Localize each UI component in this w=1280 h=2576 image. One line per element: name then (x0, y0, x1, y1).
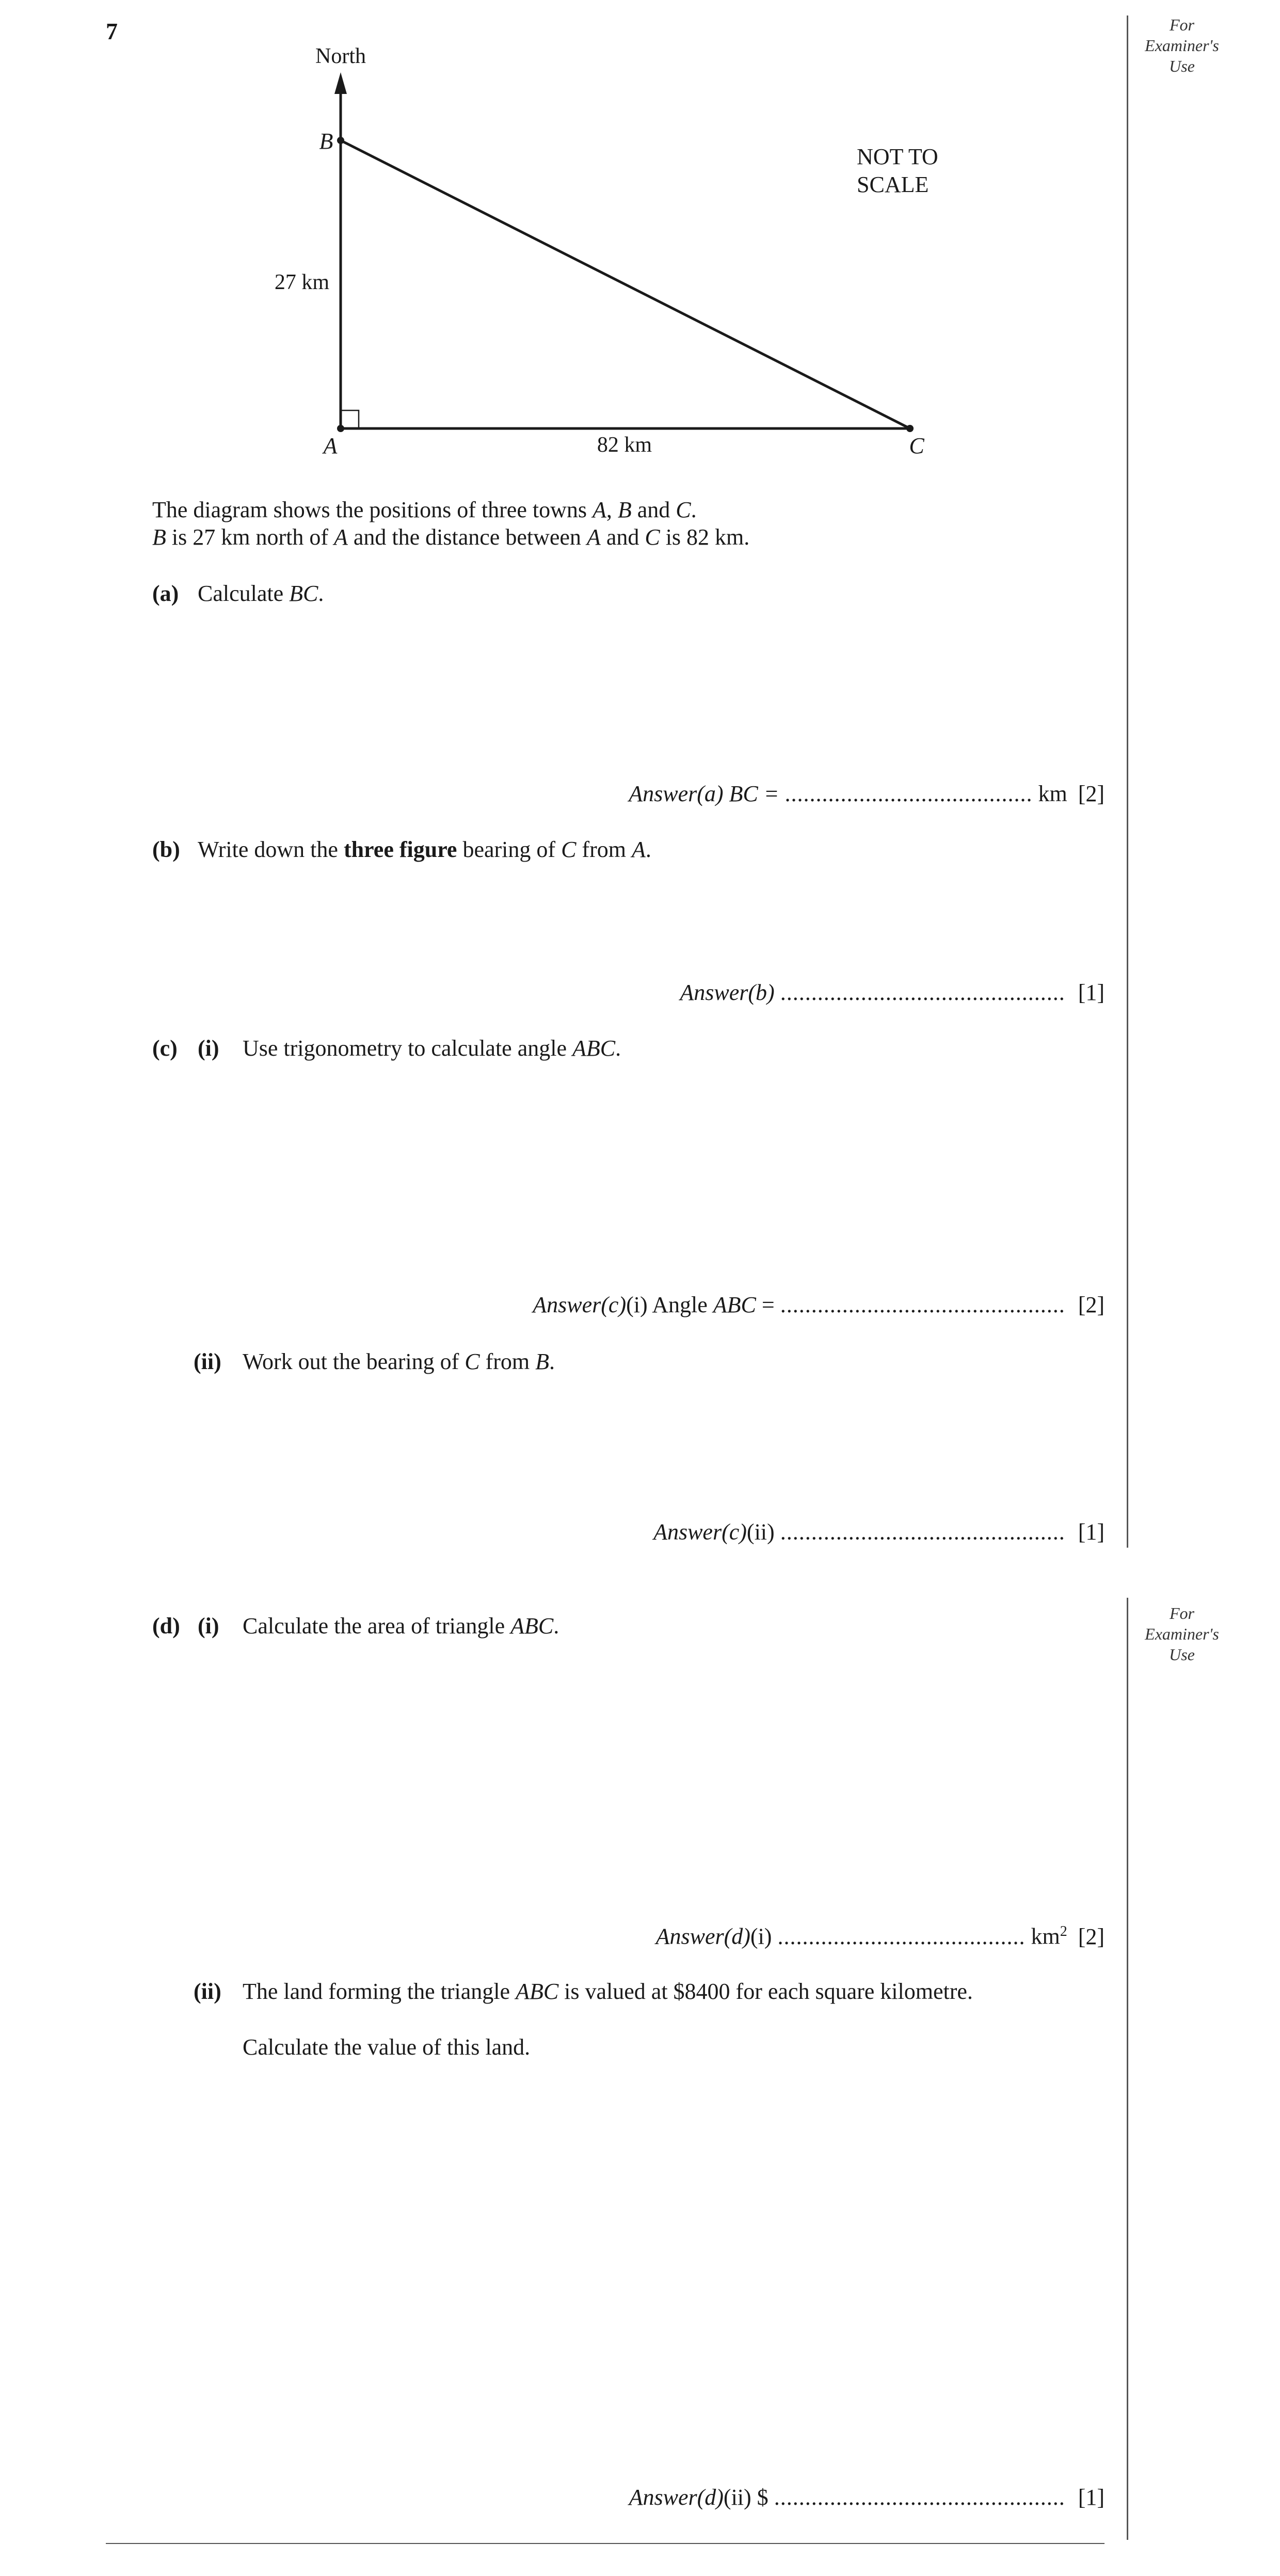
part-c-ii-question: Work out the bearing of C from B. (243, 1349, 555, 1374)
north-label: North (315, 44, 366, 68)
answer-c-ii-field[interactable]: .............................................. (780, 1519, 1065, 1545)
point-b-label: B (319, 129, 333, 154)
answer-d-ii-marks: [1] (1078, 2485, 1105, 2510)
examiner-label-line: For (1170, 1604, 1194, 1623)
answer-b-line: Answer(b) .............................................. [1] (680, 979, 1105, 1007)
answer-c-ii-line: Answer(c)(ii) .............................................. [1] (653, 1519, 1105, 1546)
answer-c-ii-marks: [1] (1078, 1519, 1105, 1545)
answer-d-i-marks: [2] (1078, 1923, 1105, 1949)
right-angle-marker (341, 410, 359, 428)
intro-line-2: B is 27 km north of A and the distance between A and C is 82 km. (152, 524, 750, 550)
answer-d-ii-field[interactable]: ............................................... (774, 2485, 1065, 2510)
examiner-label-line: Examiner's (1145, 1625, 1219, 1643)
answer-c-i-marks: [2] (1078, 1292, 1105, 1317)
answer-d-i-field[interactable]: ........................................ (777, 1923, 1026, 1949)
answer-a-field[interactable]: ........................................ (785, 781, 1033, 806)
part-d-i-question: Calculate the area of triangle ABC. (243, 1613, 559, 1639)
examiner-margin-line-bottom (1127, 1598, 1128, 2540)
page-bottom-rule (106, 2543, 1105, 2544)
part-d-ii-question: The land forming the triangle ABC is valued at $8400 for each square kilometre. (243, 1979, 973, 2004)
page-number: 7 (106, 18, 118, 44)
part-c-i-question: Use trigonometry to calculate angle ABC. (243, 1036, 621, 1061)
examiner-label-line: Examiner's (1145, 36, 1219, 55)
answer-a-line: Answer(a) BC = ........................................ km [2] (629, 781, 1105, 808)
examiner-use-label-bottom (1133, 1603, 1231, 1665)
examiner-label-line: Use (1169, 1645, 1195, 1664)
answer-c-i-line: Answer(c)(i) Angle ABC = .............................................. [2] (533, 1292, 1105, 1319)
part-c-label: (c) (152, 1036, 178, 1061)
answer-a-marks: [2] (1078, 781, 1105, 806)
side-ab-length: 27 km (274, 271, 329, 294)
answer-d-ii-line: Answer(d)(ii) $ ............................................... [1] (629, 2484, 1105, 2511)
point-c-dot (906, 425, 914, 432)
answer-d-i-line: Answer(d)(i) ........................................ $km^2$ [2] (656, 1923, 1105, 1950)
part-a-question: Calculate BC. (198, 581, 324, 606)
part-d-label: (d) (152, 1613, 180, 1639)
part-d-i-label: (i) (198, 1613, 219, 1639)
not-to-scale-line1: NOT TO (857, 144, 938, 169)
part-a-label: (a) (152, 581, 179, 606)
side-bc (341, 140, 910, 428)
point-a-dot (337, 425, 344, 432)
part-d-ii-question-2: Calculate the value of this land. (243, 2034, 531, 2060)
side-ac-length: 82 km (597, 433, 652, 457)
answer-b-field[interactable]: .............................................. (780, 980, 1065, 1005)
point-c-label: C (909, 433, 924, 458)
examiner-label-line: Use (1169, 57, 1195, 75)
part-c-ii-label: (ii) (194, 1349, 221, 1374)
north-arrowhead (334, 72, 347, 94)
intro-line-1: The diagram shows the positions of three towns A, B and C. (152, 497, 697, 522)
examiner-label-line: For (1170, 15, 1194, 34)
answer-c-i-field[interactable]: .............................................. (780, 1292, 1065, 1317)
not-to-scale-line2: SCALE (857, 172, 929, 197)
part-b-label: (b) (152, 837, 180, 862)
answer-b-marks: [1] (1078, 980, 1105, 1005)
part-d-ii-label: (ii) (194, 1979, 221, 2004)
part-c-i-label: (i) (198, 1036, 219, 1061)
point-b-dot (337, 137, 344, 144)
triangle-diagram (0, 0, 1280, 475)
part-b-question: Write down the three figure bearing of C from A. (198, 837, 651, 862)
point-a-label: A (323, 433, 338, 458)
